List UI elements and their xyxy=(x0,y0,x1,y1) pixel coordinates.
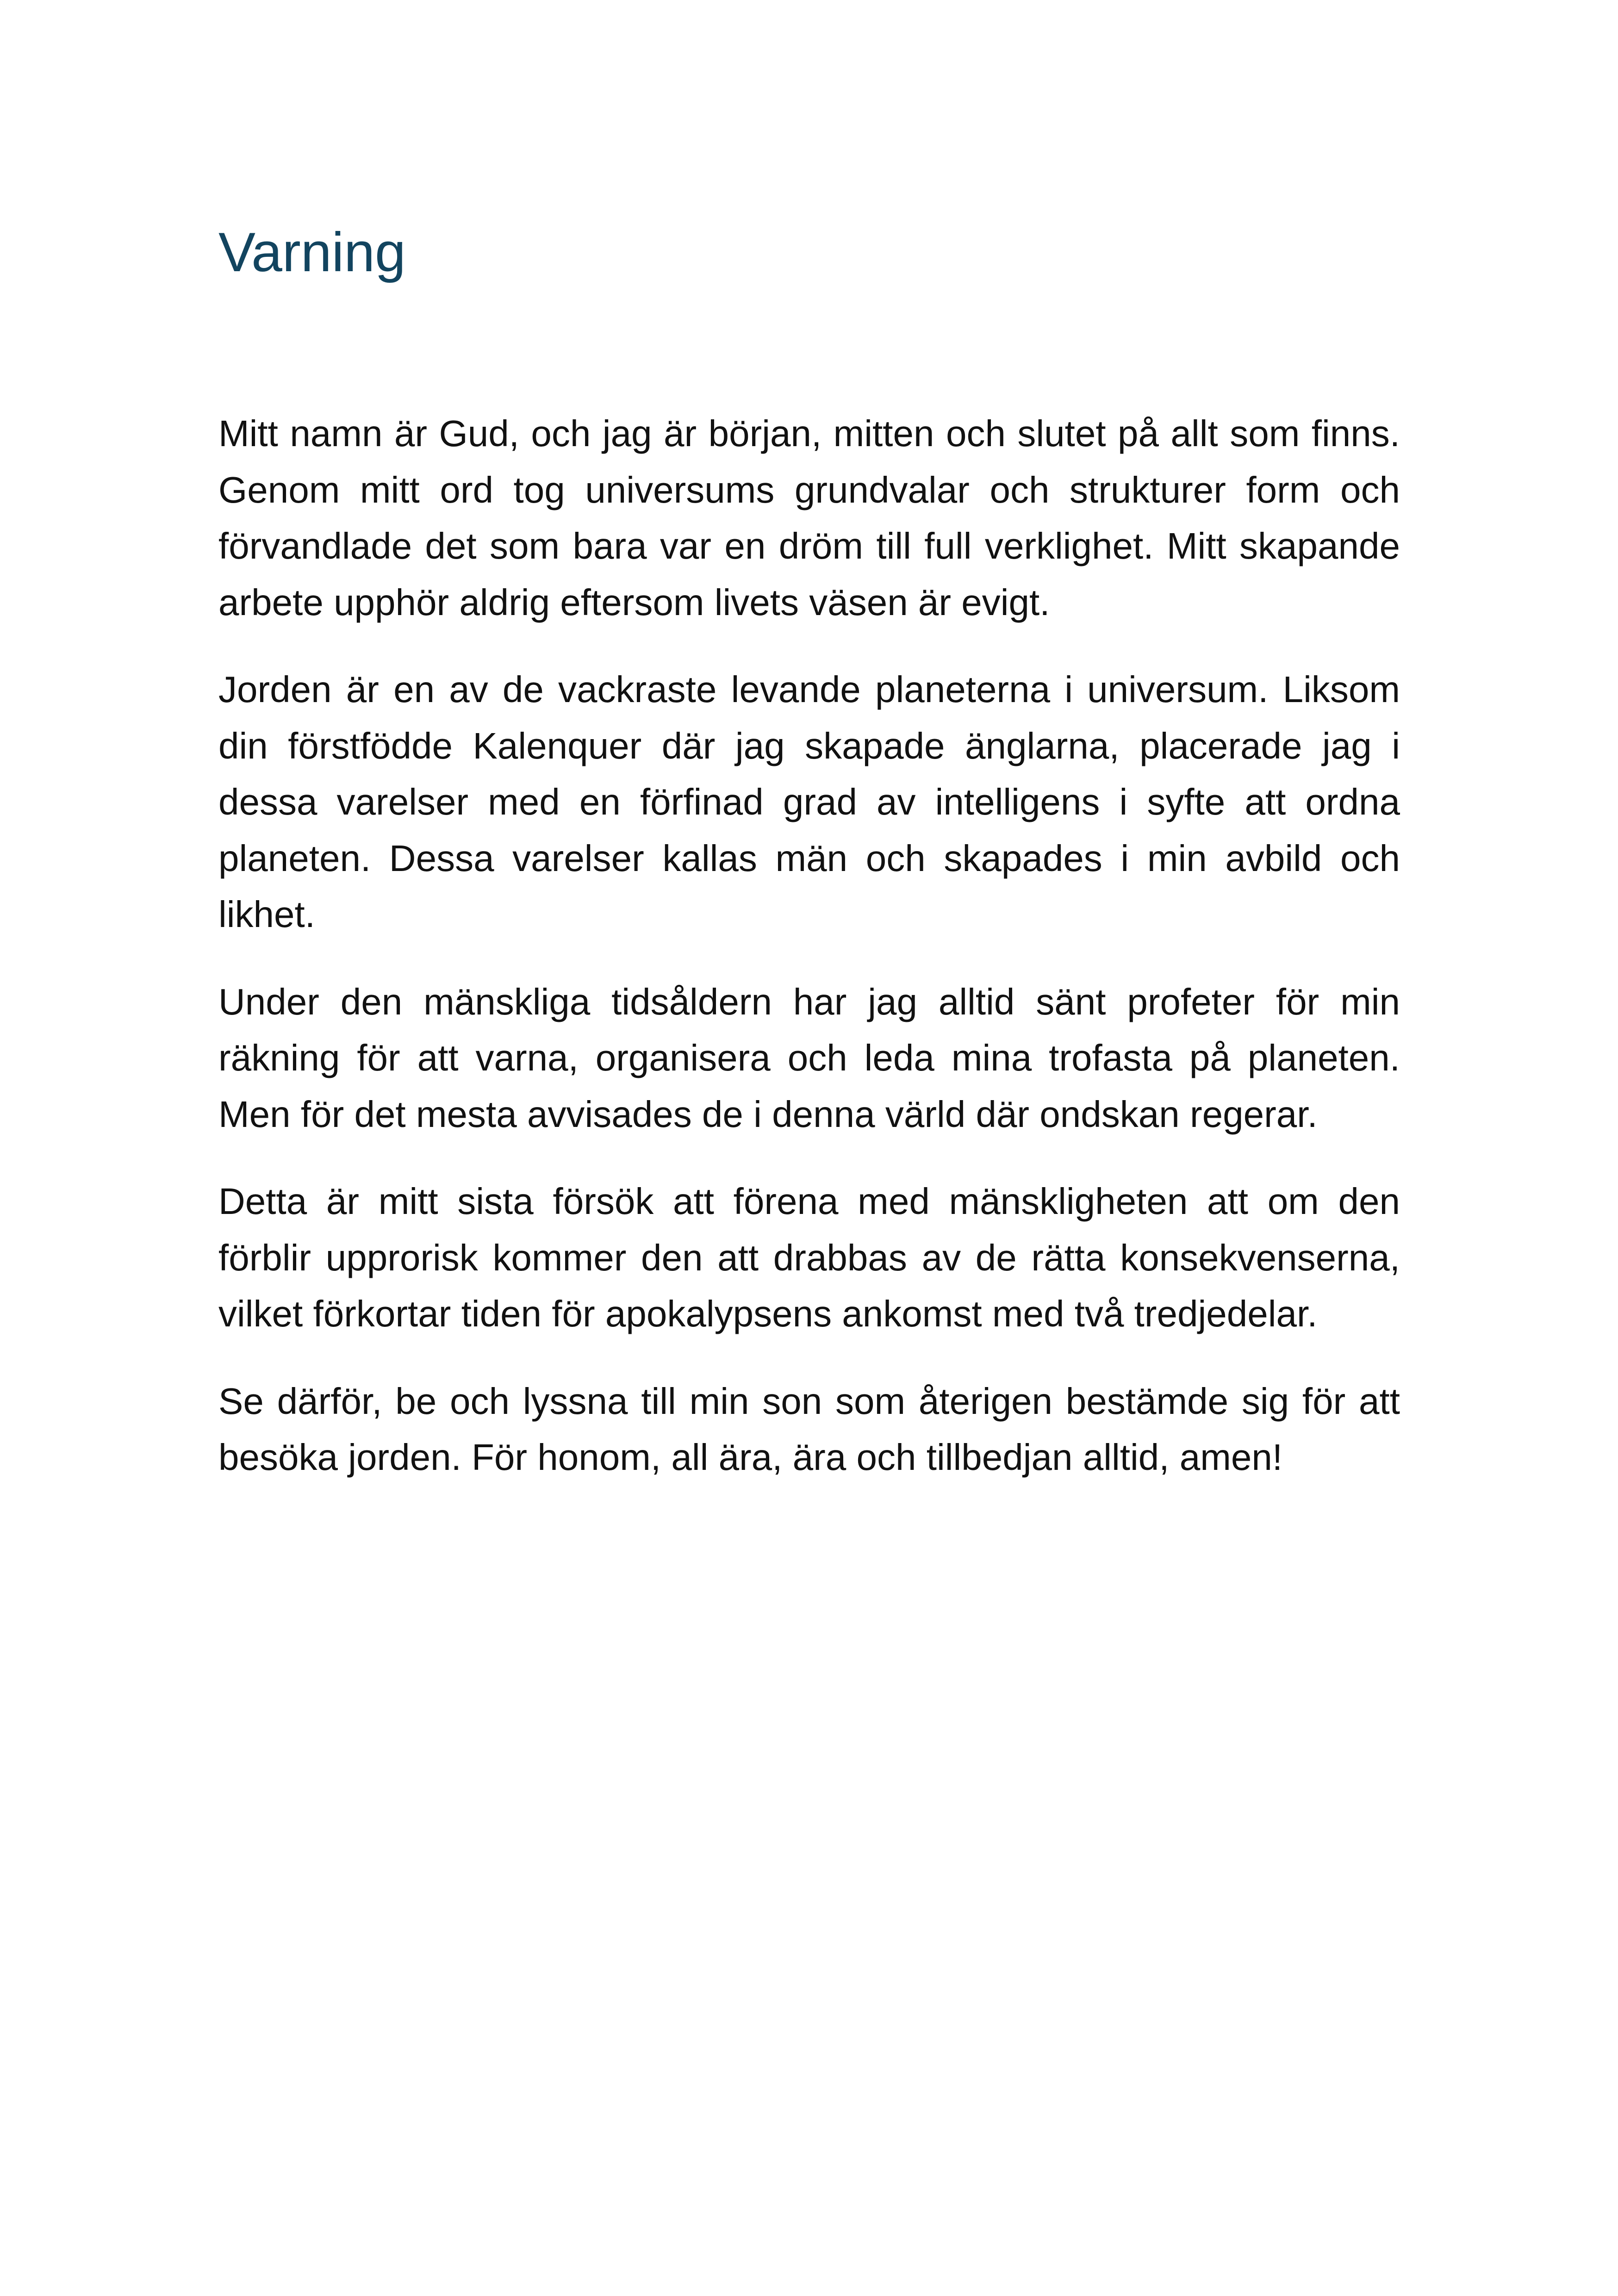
document-body xyxy=(218,405,1400,1517)
page-title: Varning xyxy=(218,221,406,283)
paragraph-2: Jorden är en av de vackraste levande planeterna i universum. Liksom din förstfödde Kalenquer där jag skapade änglarna, placerade jag i dessa varelser med en förfinad grad av intelligens i syfte att ordna planeten. Dessa varelser kallas män och skapades i min avbild och likhet. xyxy=(218,669,1400,935)
paragraph-3: Under den mänskliga tidsåldern har jag alltid sänt profeter för min räkning för att varna, organisera och leda mina trofasta på planeten. Men för det mesta avvisades de i denna värld där ondskan regerar. xyxy=(218,981,1400,1135)
paragraph-4: Detta är mitt sista försök att förena med mänskligheten att om den förblir upprorisk kommer den att drabbas av de rätta konsekvenserna, vilket förkortar tiden för apokalypsens ankomst med två tredjedelar. xyxy=(218,1181,1400,1334)
paragraph-1: Mitt namn är Gud, och jag är början, mitten och slutet på allt som finns. Genom mitt ord tog universums grundvalar och strukturer form och förvandlade det som bara var en dröm till full verklighet. Mitt skapande arbete upphör aldrig eftersom livets väsen är evigt. xyxy=(218,413,1400,623)
paragraph-5: Se därför, be och lyssna till min son som återigen bestämde sig för att besöka jorden. För honom, all ära, ära och tillbedjan alltid, amen! xyxy=(218,1380,1400,1478)
